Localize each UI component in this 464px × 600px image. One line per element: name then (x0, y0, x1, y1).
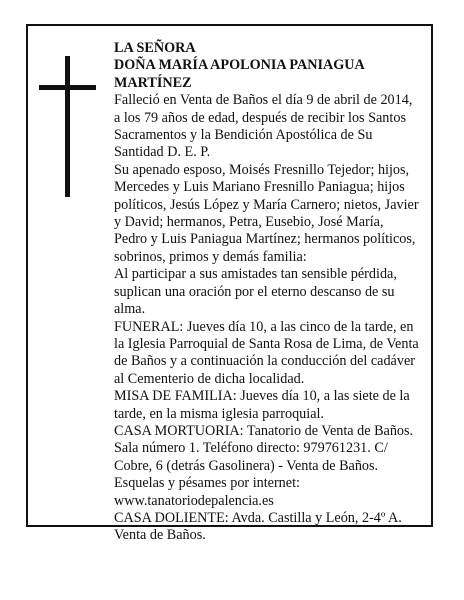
family-list: Su apenado esposo, Moisés Fresnillo Tejedor; hijos, Mercedes y Luis Mariano Fresnillo Paniagua; hijos políticos, Jesús López y María Carnero; nietos, Javier y David; hermanos, Petra, Eusebio, José María, Pedro y Luis Paniagua Martínez; hermanos políticos, sobrinos, primos y demás familia: (114, 161, 419, 265)
family-home-address: CASA DOLIENTE: Avda. Castilla y León, 2-4º A. Venta de Baños. (114, 509, 402, 544)
prayer-request: Al participar a sus amistades tan sensible pérdida, suplican una oración por el eterno descanso de su alma. (114, 266, 397, 318)
obituary-text (114, 40, 419, 545)
online-condolences-label: Esquelas y pésames por internet: (114, 475, 300, 492)
funeral-home-details: CASA MORTUORIA: Tanatorio de Venta de Baños. Sala número 1. Teléfono directo: 979761231. C/ Cobre, 6 (detrás Gasolinera) - Venta de Baños. (114, 422, 414, 474)
deceased-name: DOÑA MARÍA APOLONIA PANIAGUA MARTÍNEZ (114, 57, 365, 91)
website-url: www.tanatoriodepalencia.es (114, 492, 274, 509)
cross-vertical-bar (65, 56, 70, 197)
heading-title: LA SEÑORA (114, 40, 196, 56)
funeral-details: FUNERAL: Jueves día 10, a las cinco de la tarde, en la Iglesia Parroquial de Santa Rosa de Lima, de Venta de Baños y a continuación la conducción del cadáver al Cementerio de dicha localidad. (114, 318, 419, 387)
death-announcement: Falleció en Venta de Baños el día 9 de abril de 2014, a los 79 años de edad, después de recibir los Santos Sacramentos y la Bendición Apostólica de Su Santidad D. E. P. (114, 92, 413, 161)
cross-horizontal-bar (39, 85, 96, 90)
family-mass-details: MISA DE FAMILIA: Jueves día 10, a las siete de la tarde, en la misma iglesia parroquial. (114, 388, 410, 422)
